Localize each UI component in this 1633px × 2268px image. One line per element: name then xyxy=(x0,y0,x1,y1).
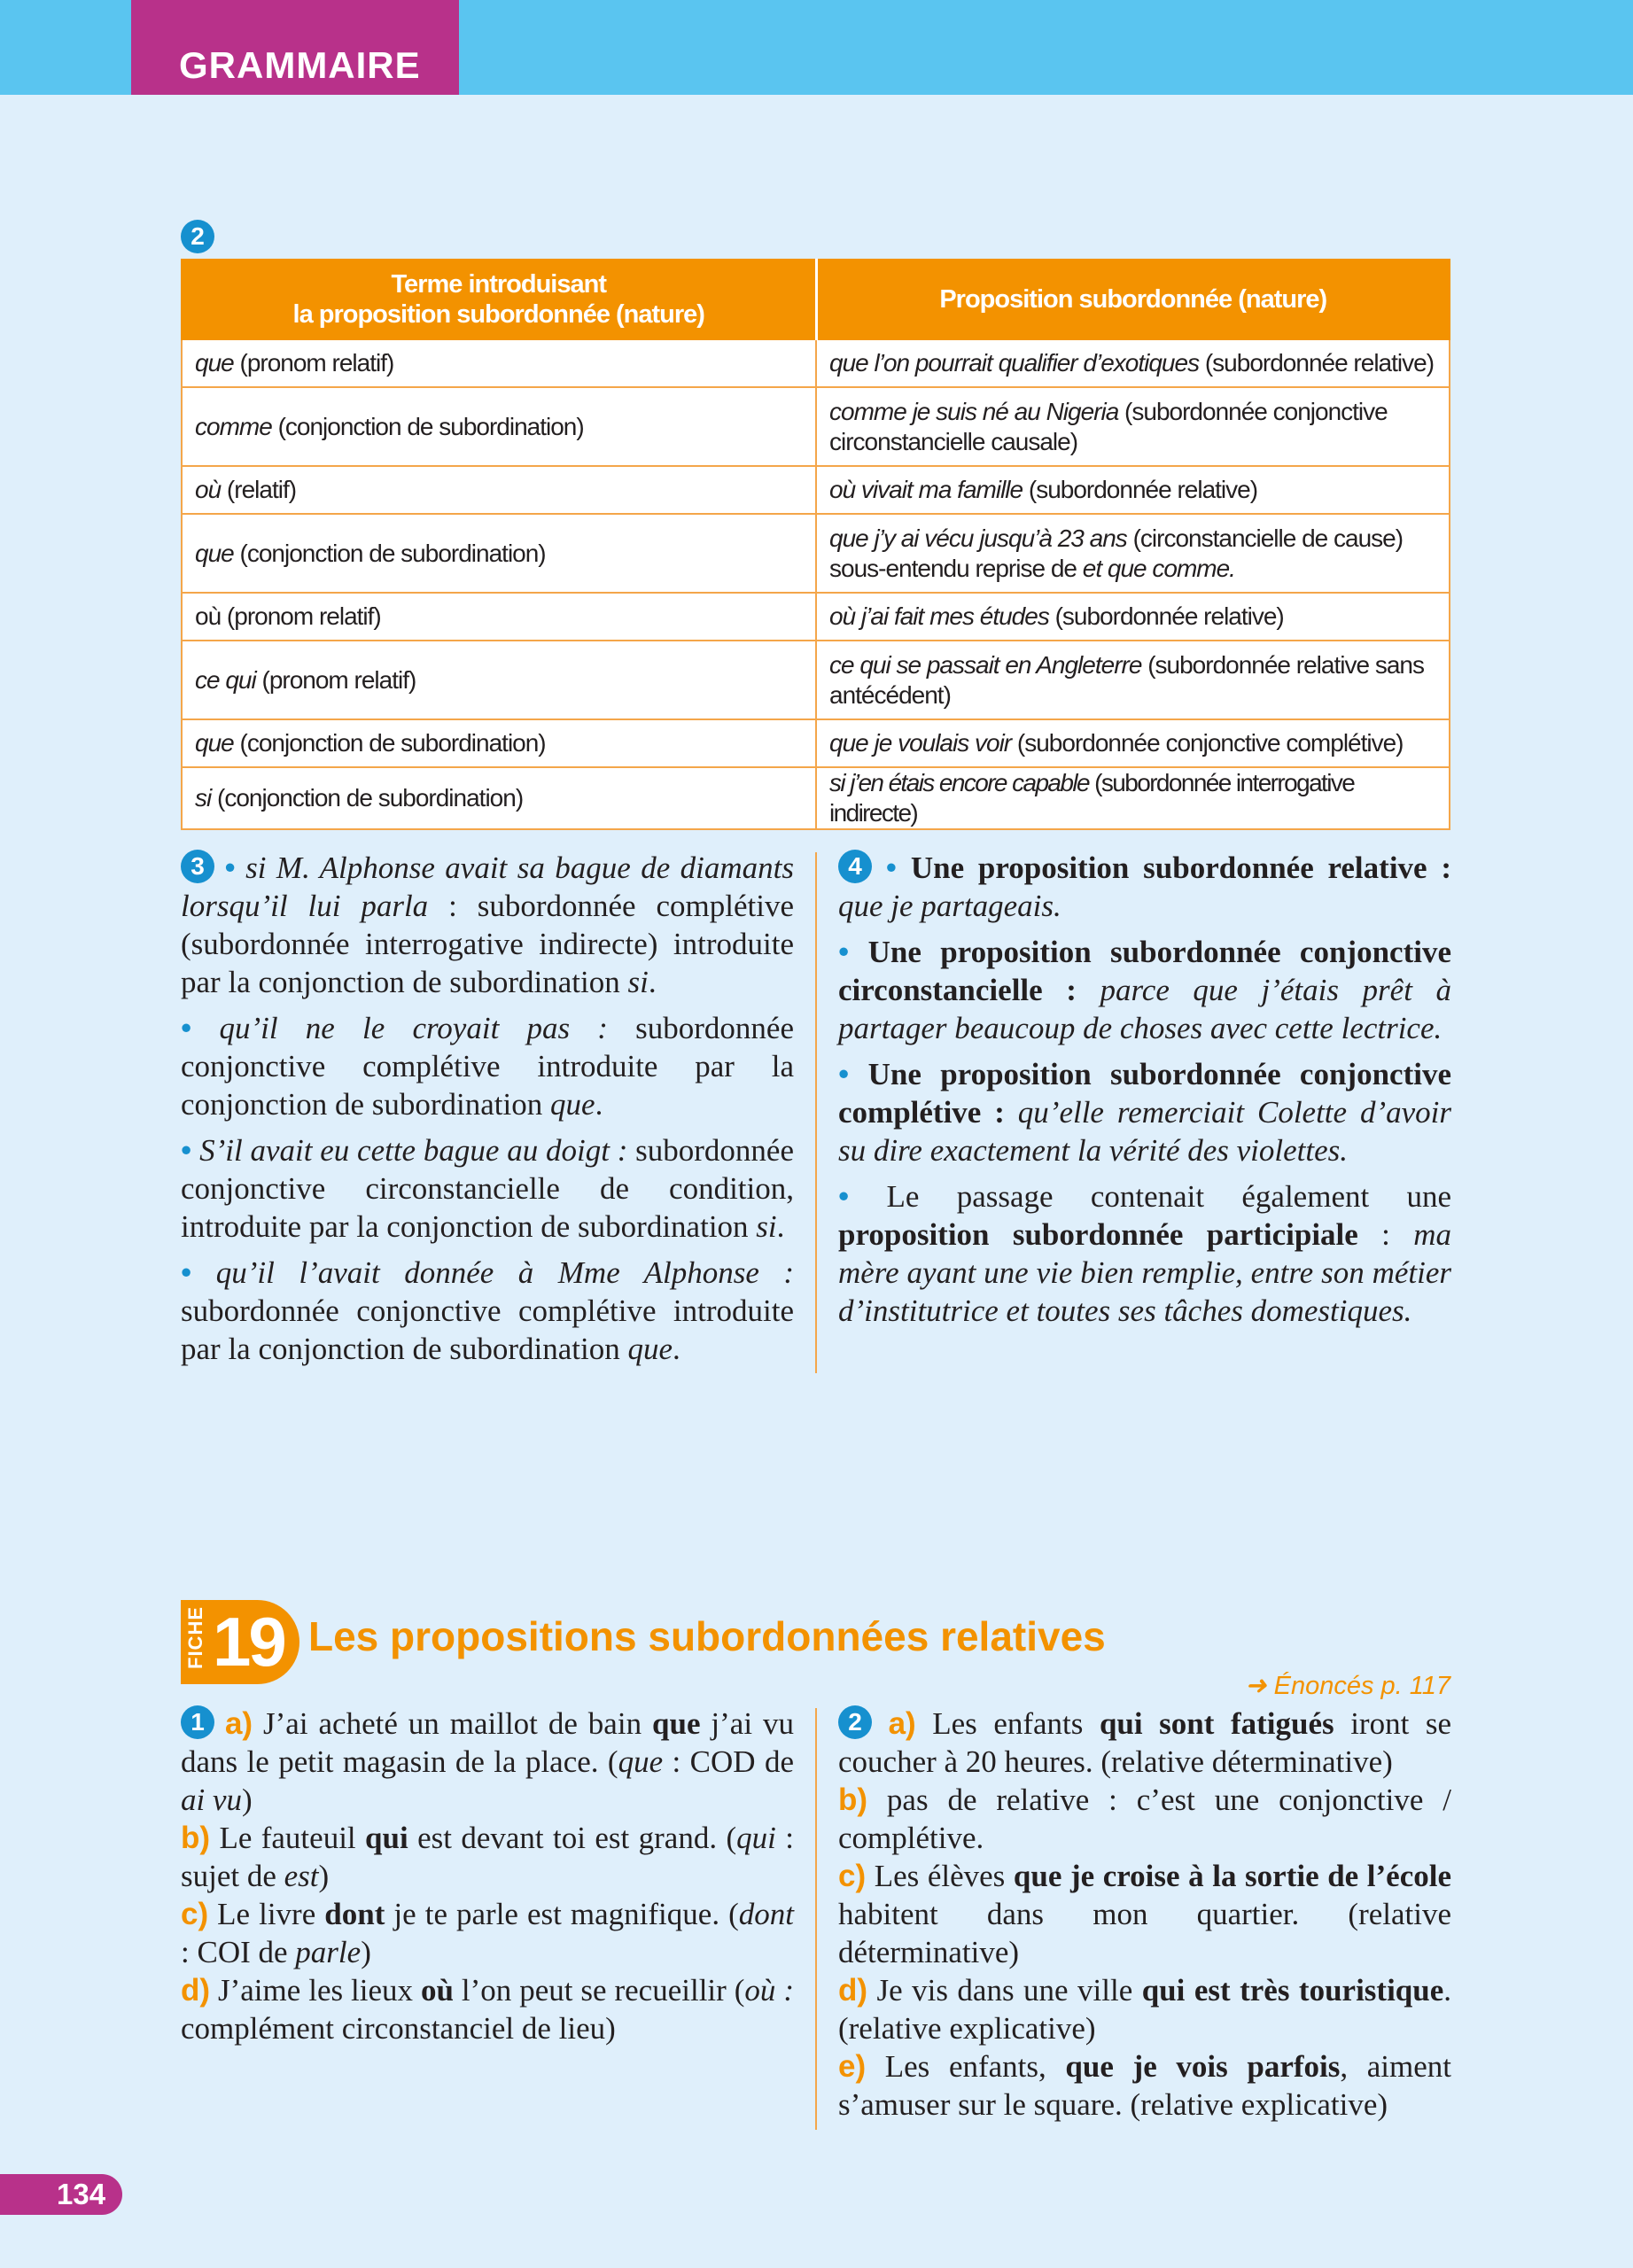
exercise-number-2b: 2 xyxy=(838,1705,872,1739)
exercise-1-item-b: b) Le fauteuil qui est devant toi est grand. (qui : sujet de est) xyxy=(181,1821,794,1893)
table-row xyxy=(182,641,1450,719)
exercise-number-4: 4 xyxy=(838,850,872,883)
table-row xyxy=(182,387,1450,466)
exercise-2-item-e: e) Les enfants, que je vois parfois, aiment s’amuser sur le square. (relative explicative) xyxy=(838,2049,1451,2122)
term-cell: comme (conjonction de subordination) xyxy=(182,387,816,466)
exercise-1-item-d: d) J’aime les lieux où l’on peut se recueillir (où : complément circonstanciel de lieu) xyxy=(181,1973,795,2046)
fiche-label-tag: FICHE xyxy=(181,1600,213,1684)
exercise-number-3: 3 xyxy=(181,850,214,883)
proposition-cell: ce qui se passait en Angleterre (subordonnée relative sans antécédent) xyxy=(816,641,1450,719)
table-row xyxy=(182,466,1450,514)
term-cell: où (relatif) xyxy=(182,466,816,514)
grammar-table xyxy=(181,259,1450,830)
proposition-cell: où j’ai fait mes études (subordonnée relative) xyxy=(816,593,1450,641)
proposition-cell: que j’y ai vécu jusqu’à 23 ans (circonstancielle de cause) sous-entendu reprise de et que comme. xyxy=(816,514,1450,593)
term-cell: que (conjonction de subordination) xyxy=(182,514,816,593)
exercise-4-item: • Une proposition subordonnée conjonctive complétive : qu’elle remerciait Colette d’avoir su dire exactement la vérité des violettes. xyxy=(838,1057,1451,1168)
exercise-4 xyxy=(838,849,1451,1338)
table-row xyxy=(182,719,1450,767)
proposition-cell: que je voulais voir (subordonnée conjonctive complétive) xyxy=(816,719,1450,767)
exercise-2-item-a: 2 a) Les enfants qui sont fatigués iront se coucher à 20 heures. (relative déterminative) xyxy=(838,1706,1452,1779)
fiche-exercise-1 xyxy=(181,1705,794,2047)
table-row xyxy=(182,767,1450,829)
term-cell: que (pronom relatif) xyxy=(182,339,816,387)
exercise-1-item-c: c) Le livre dont je te parle est magnifique. (dont : COI de parle) xyxy=(181,1897,794,1969)
exercise-3-item: • qu’il ne le croyait pas : subordonnée conjonctive complétive introduite par la conjonction de subordination que. xyxy=(181,1011,794,1122)
table-row xyxy=(182,339,1450,387)
page-number: 134 xyxy=(0,2174,122,2215)
exercise-3-item: • S’il avait eu cette bague au doigt : subordonnée conjonctive circonstancielle de condition, introduite par la conjonction de subordination si. xyxy=(181,1133,795,1244)
exercise-2-item-d: d) Je vis dans une ville qui est très touristique. (relative explicative) xyxy=(838,1973,1452,2046)
proposition-cell: comme je suis né au Nigeria (subordonnée conjonctive circonstancielle causale) xyxy=(816,387,1450,466)
proposition-cell: si j’en étais encore capable (subordonnée interrogative indirecte) xyxy=(816,767,1450,829)
fiche-number: 19 xyxy=(213,1600,299,1684)
exercise-4-item: • Une proposition subordonnée conjonctive circonstancielle : parce que j’étais prêt à partager beaucoup de choses avec cette lectrice. xyxy=(838,935,1451,1045)
exercise-4-item: 4 • Une proposition subordonnée relative : que je partageais. xyxy=(838,850,1452,923)
exercise-2-item-b: b) pas de relative : c’est une conjonctive / complétive. xyxy=(838,1783,1451,1855)
term-cell: que (conjonction de subordination) xyxy=(182,719,816,767)
column-divider xyxy=(815,852,817,1373)
page-header-bar xyxy=(0,0,1633,95)
proposition-cell: que l’on pourrait qualifier d’exotiques (subordonnée relative) xyxy=(816,339,1450,387)
exercise-3-item: 3 • si M. Alphonse avait sa bague de diamants lorsqu’il lui parla : subordonnée complétive (subordonnée interrogative indirecte) introduite par la conjonction de subordination si. xyxy=(181,850,795,999)
term-cell: ce qui (pronom relatif) xyxy=(182,641,816,719)
exercise-number-1: 1 xyxy=(181,1705,214,1739)
fiche-title: Les propositions subordonnées relatives xyxy=(308,1613,1106,1659)
exercise-2-item-c: c) Les élèves que je croise à la sortie de l’école habitent dans mon quartier. (relative déterminative) xyxy=(838,1859,1451,1969)
table-row xyxy=(182,593,1450,641)
table-header-term: Terme introduisant la proposition subordonnée (nature) xyxy=(182,260,816,339)
section-title: GRAMMAIRE xyxy=(179,44,421,86)
exercise-4-item: • Le passage contenait également une proposition subordonnée participiale : ma mère ayant une vie bien remplie, entre son métier d’institutrice et toutes ses tâches domestiques. xyxy=(838,1179,1452,1328)
exercise-1-item-a: 1 a) J’ai acheté un maillot de bain que j’ai vu dans le petit magasin de la place. (que : COD de ai vu) xyxy=(181,1706,795,1817)
exercise-number-2: 2 xyxy=(181,220,214,253)
table-header-proposition: Proposition subordonnée (nature) xyxy=(816,260,1450,339)
table-row xyxy=(182,514,1450,593)
enonces-link[interactable]: ➜ Énoncés p. 117 xyxy=(1245,1672,1450,1700)
exercise-3-item: • qu’il l’avait donnée à Mme Alphonse : subordonnée conjonctive complétive introduite par la conjonction de subordination que. xyxy=(181,1255,794,1366)
section-tab xyxy=(131,0,459,95)
proposition-cell: où vivait ma famille (subordonnée relative) xyxy=(816,466,1450,514)
term-cell: si (conjonction de subordination) xyxy=(182,767,816,829)
term-cell: où (pronom relatif) xyxy=(182,593,816,641)
exercise-3 xyxy=(181,849,794,1376)
fiche-exercise-2 xyxy=(838,1705,1451,2124)
column-divider xyxy=(815,1708,817,2130)
